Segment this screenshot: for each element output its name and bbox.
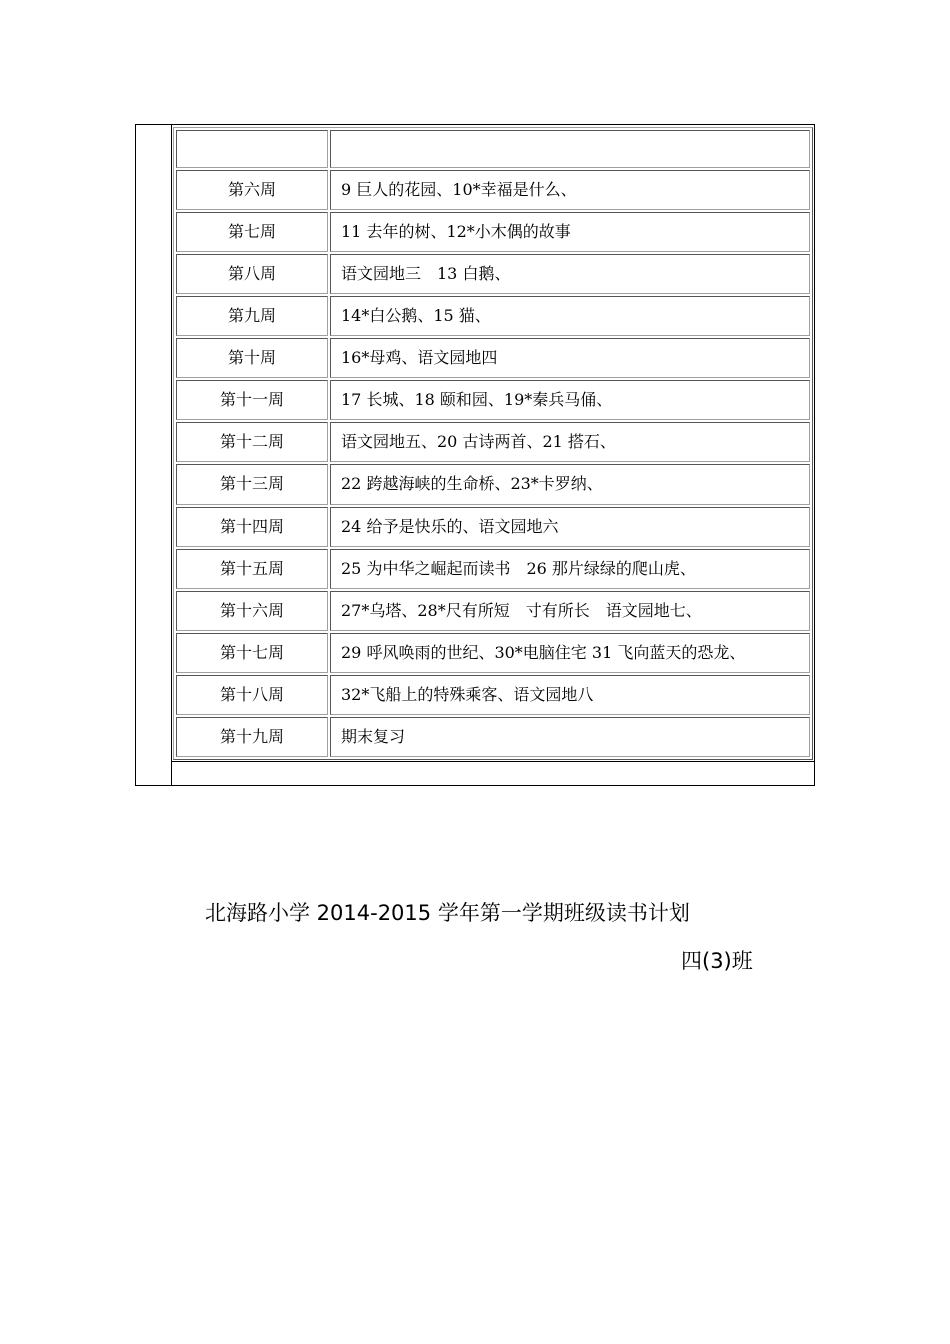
table-row bbox=[176, 591, 810, 631]
lesson-content-cell: 16*母鸡、语文园地四 bbox=[330, 338, 810, 378]
table-row bbox=[176, 464, 810, 504]
schedule-table-body bbox=[176, 130, 810, 757]
lesson-content-cell: 17 长城、18 颐和园、19*秦兵马俑、 bbox=[330, 380, 810, 420]
table-row bbox=[176, 633, 810, 673]
class-name: 四(3)班 bbox=[681, 949, 753, 973]
table-row bbox=[176, 675, 810, 715]
week-cell: 第十五周 bbox=[176, 549, 328, 589]
week-cell: 第十三周 bbox=[176, 464, 328, 504]
schedule-table-container bbox=[173, 127, 813, 760]
lesson-content-cell bbox=[330, 130, 810, 168]
lesson-content-cell: 期末复习 bbox=[330, 717, 810, 757]
table-row bbox=[176, 549, 810, 589]
lesson-content-cell: 14*白公鹅、15 猫、 bbox=[330, 296, 810, 336]
lesson-content-cell: 语文园地五、20 古诗两首、21 搭石、 bbox=[330, 422, 810, 462]
week-cell: 第十一周 bbox=[176, 380, 328, 420]
week-cell: 第八周 bbox=[176, 254, 328, 294]
week-cell: 第六周 bbox=[176, 170, 328, 210]
table-row bbox=[176, 212, 810, 252]
week-cell: 第十四周 bbox=[176, 507, 328, 547]
lesson-content-cell: 22 跨越海峡的生命桥、23*卡罗纳、 bbox=[330, 464, 810, 504]
outer-bottom-row bbox=[172, 761, 814, 785]
outer-left-column bbox=[136, 125, 172, 785]
week-cell: 第十八周 bbox=[176, 675, 328, 715]
table-row bbox=[176, 254, 810, 294]
schedule-table bbox=[173, 127, 813, 760]
lesson-content-cell: 32*飞船上的特殊乘客、语文园地八 bbox=[330, 675, 810, 715]
table-header-row bbox=[176, 130, 810, 168]
week-cell bbox=[176, 130, 328, 168]
week-cell: 第十周 bbox=[176, 338, 328, 378]
week-cell: 第七周 bbox=[176, 212, 328, 252]
week-cell: 第十六周 bbox=[176, 591, 328, 631]
table-row bbox=[176, 170, 810, 210]
lesson-content-cell: 25 为中华之崛起而读书 26 那片绿绿的爬山虎、 bbox=[330, 549, 810, 589]
lesson-content-cell: 语文园地三 13 白鹅、 bbox=[330, 254, 810, 294]
lesson-content-cell: 29 呼风唤雨的世纪、30*电脑住宅 31 飞向蓝天的恐龙、 bbox=[330, 633, 810, 673]
week-cell: 第十二周 bbox=[176, 422, 328, 462]
lesson-content-cell: 9 巨人的花园、10*幸福是什么、 bbox=[330, 170, 810, 210]
table-row bbox=[176, 296, 810, 336]
lesson-content-cell: 11 去年的树、12*小木偶的故事 bbox=[330, 212, 810, 252]
plan-title: 北海路小学 2014-2015 学年第一学期班级读书计划 bbox=[205, 901, 690, 925]
lesson-content-cell: 24 给予是快乐的、语文园地六 bbox=[330, 507, 810, 547]
week-cell: 第十七周 bbox=[176, 633, 328, 673]
table-row bbox=[176, 338, 810, 378]
table-row bbox=[176, 422, 810, 462]
week-cell: 第十九周 bbox=[176, 717, 328, 757]
table-row bbox=[176, 507, 810, 547]
table-row bbox=[176, 717, 810, 757]
table-row bbox=[176, 380, 810, 420]
outer-table-frame bbox=[135, 124, 815, 786]
week-cell: 第九周 bbox=[176, 296, 328, 336]
lesson-content-cell: 27*乌塔、28*尺有所短 寸有所长 语文园地七、 bbox=[330, 591, 810, 631]
